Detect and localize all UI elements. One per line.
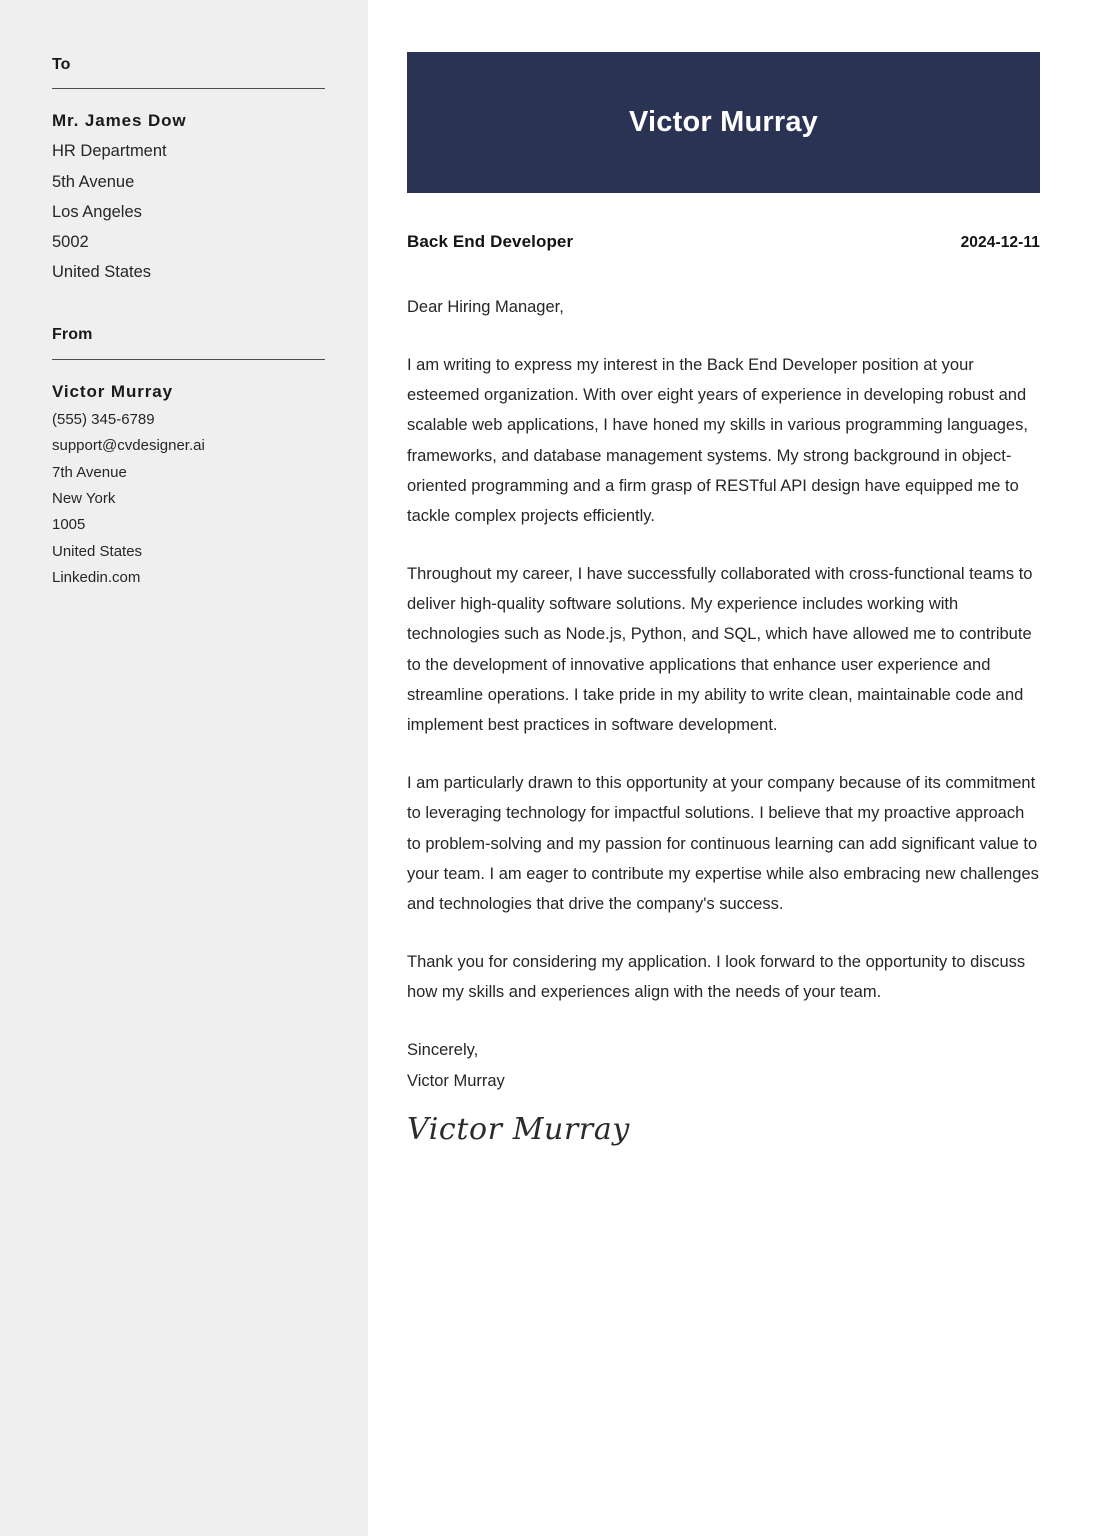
letter-meta-row (407, 232, 1040, 252)
to-heading: To (52, 56, 71, 73)
closing-salutation: Sincerely, (407, 1041, 479, 1060)
sender-line: 7th Avenue (52, 463, 127, 481)
sender-line: United States (52, 542, 143, 560)
sender-line: 1005 (52, 516, 86, 534)
closing-block (407, 1035, 1040, 1147)
letter-paragraph: Thank you for considering my application. I look forward to the opportunity to discuss how my skills and experiences align with the needs of your team. (407, 952, 1026, 1001)
sidebar (0, 0, 368, 1536)
sender-email[interactable]: support@cvdesigner.ai (52, 437, 205, 455)
letter-body (407, 292, 1040, 1148)
letter-paragraph: I am writing to express my interest in the Back End Developer position at your esteemed organization. With over eight years of experience in developing robust and scalable web applications, I have honed my skills in various programming languages, frameworks, and database management systems. My strong background in object-oriented programming and a firm grasp of RESTful API design have equipped me to tackle complex projects efficiently. (407, 355, 1028, 526)
name-banner (407, 52, 1040, 193)
job-title: Back End Developer (407, 232, 574, 251)
sender-line: New York (52, 489, 116, 507)
signature-script: Victor Murray (407, 1111, 630, 1147)
closing-name: Victor Murray (407, 1071, 505, 1090)
recipient-line: 5002 (52, 233, 89, 251)
to-divider (52, 88, 325, 89)
to-address-block (52, 106, 324, 287)
from-address-block (52, 377, 324, 592)
from-section (52, 325, 324, 591)
letter-paragraph: Throughout my career, I have successfully collaborated with cross-functional teams to deliver high-quality software solutions. My experience includes working with technologies such as Node.js, Python, and SQL, which have allowed me to contribute to the development of innovative applications that enhance user experience and streamline operations. I take pride in my ability to write clean, maintainable code and implement best practices in software development. (407, 564, 1033, 735)
salutation: Dear Hiring Manager, (407, 298, 564, 316)
recipient-line: Los Angeles (52, 202, 142, 221)
letter-paragraph: I am particularly drawn to this opportunity at your company because of its commitment to leveraging technology for impactful solutions. I believe that my proactive approach to problem-solving and my passion for continuous learning can add significant value to your team. I am eager to contribute my expertise while also embracing new challenges and technologies that drive the company's success. (407, 773, 1039, 914)
recipient-name: Mr. James Dow (52, 111, 187, 131)
from-heading: From (52, 326, 93, 344)
from-divider (52, 359, 325, 360)
recipient-line: United States (52, 263, 152, 282)
sender-linkedin[interactable]: Linkedin.com (52, 569, 141, 587)
to-section (52, 55, 324, 287)
sender-name: Victor Murray (52, 381, 173, 401)
recipient-line: HR Department (52, 142, 167, 161)
letter-date: 2024-12-11 (960, 234, 1040, 251)
letter-main (368, 0, 1095, 1536)
section-spacer (52, 287, 324, 325)
recipient-line: 5th Avenue (52, 172, 135, 191)
sender-phone: (555) 345-6789 (52, 410, 155, 428)
banner-name: Victor Murray (628, 105, 819, 138)
